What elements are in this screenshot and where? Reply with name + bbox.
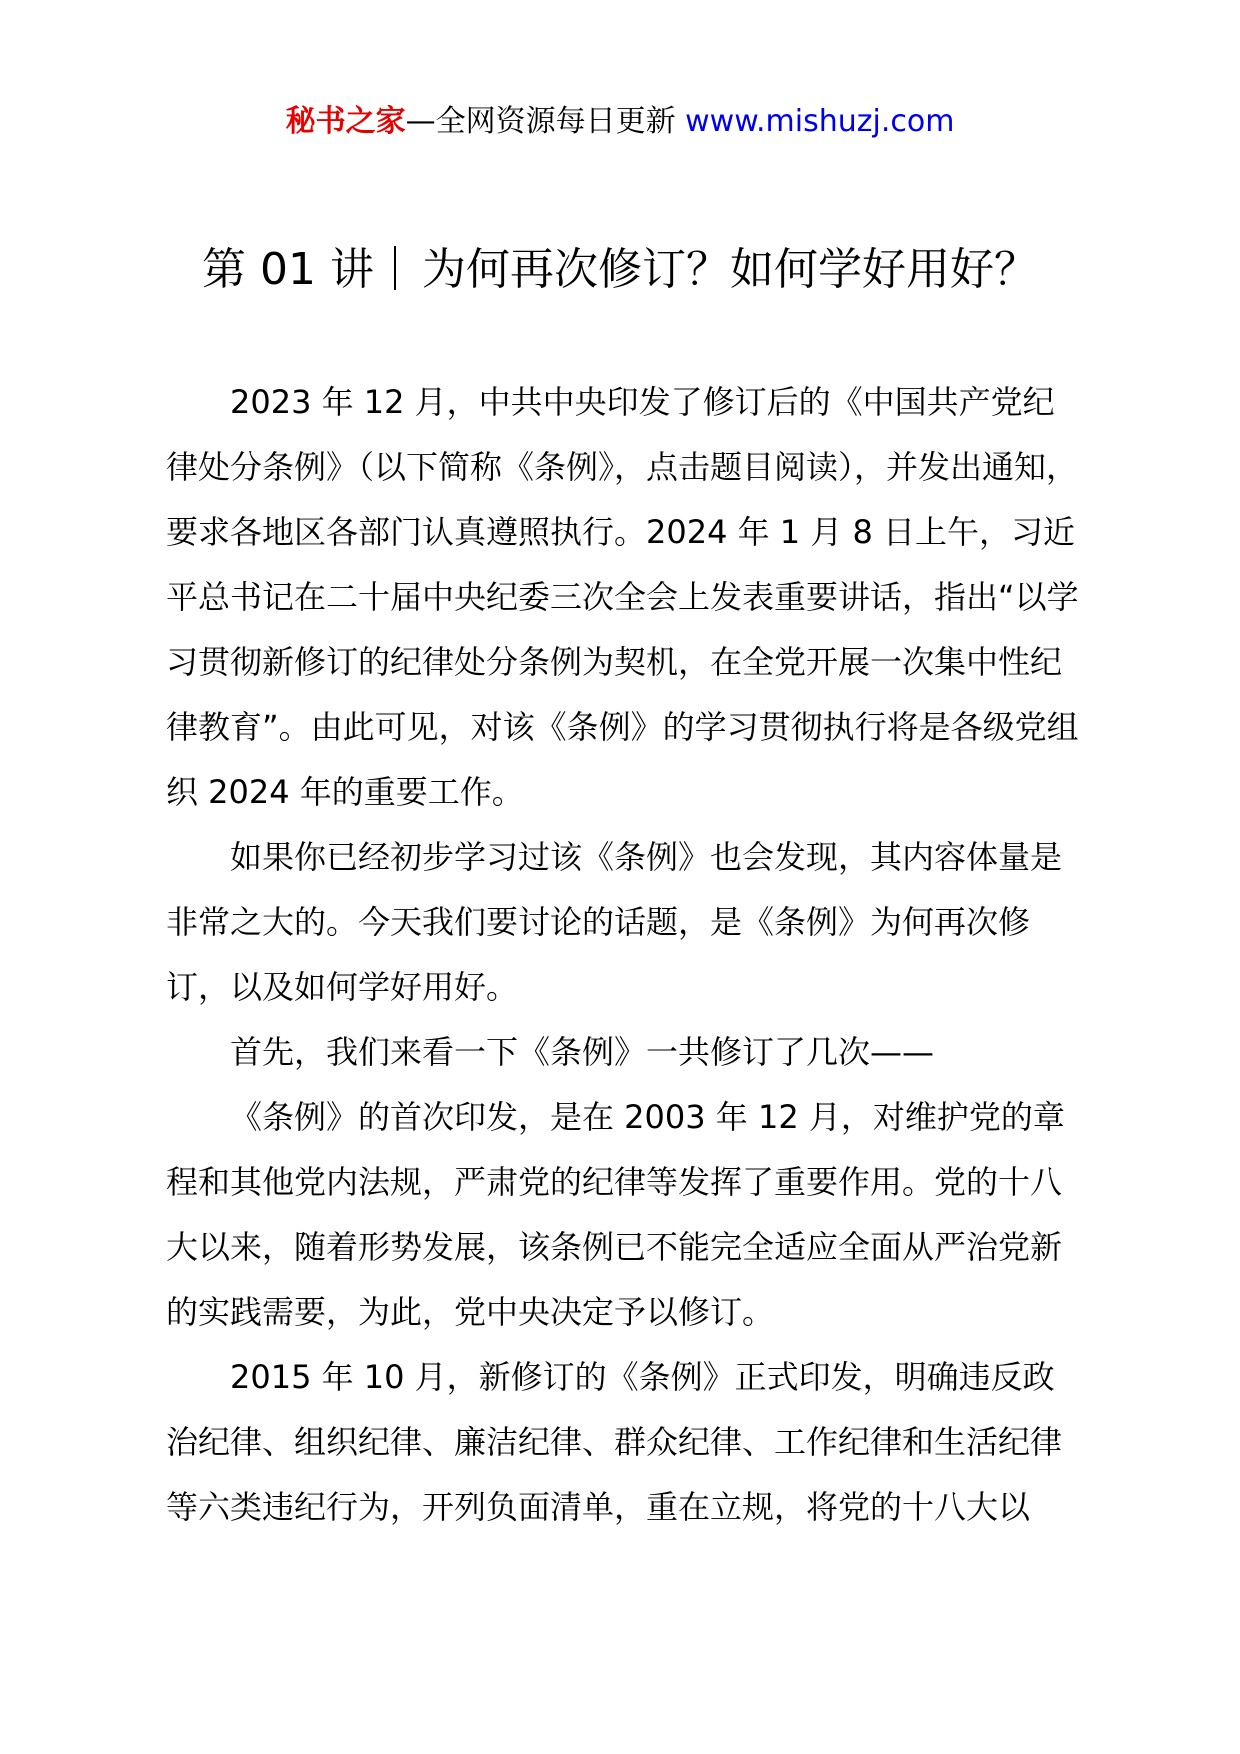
- paragraph-1: 2023 年 12 月，中共中央印发了修订后的《中国共产党纪律处分条例》（以下简称《条例》，点击题目阅读），并发出通知，要求各地区各部门认真遵照执行。2024 年 1 月 8 日上午，习近平总书记在二十届中央纪委三次全会上发表重要讲话，指出“以学习贯彻新修订的纪律处分条例为契机，在全党开展一次集中性纪律教育”。由此可见，对该《条例》的学习贯彻执行将是各级党组织 2024 年的重要工作。: [166, 383, 1079, 811]
- site-url-link[interactable]: www.mishuzj.com: [685, 104, 955, 139]
- page-title: [0, 238, 1240, 302]
- paragraph-3: 首先，我们来看一下《条例》一共修订了几次——: [230, 1033, 935, 1071]
- site-brand: 秘书之家: [285, 104, 406, 139]
- paragraph-4: 《条例》的首次印发，是在 2003 年 12 月，对维护党的章程和其他党内法规，严肃党的纪律等发挥了重要作用。党的十八大以来，随着形势发展，该条例已不能完全适应全面从严治党新的实践需要，为此，党中央决定予以修订。: [166, 1098, 1065, 1331]
- site-tagline: —全网资源每日更新: [405, 104, 686, 139]
- lecture-number: 第 01 讲: [202, 244, 374, 295]
- lecture-heading: 为何再次修订？如何学好用好？: [421, 244, 1038, 295]
- title-divider: [394, 246, 396, 290]
- paragraph-5: 2015 年 10 月，新修订的《条例》正式印发，明确违反政治纪律、组织纪律、廉洁纪律、群众纪律、工作纪律和生活纪律等六类违纪行为，开列负面清单，重在立规，将党的十八大以: [166, 1358, 1063, 1526]
- paragraph-2: 如果你已经初步学习过该《条例》也会发现，其内容体量是非常之大的。今天我们要讨论的话题，是《条例》为何再次修订，以及如何学好用好。: [166, 838, 1063, 1006]
- site-header: [0, 100, 1240, 144]
- article-body: [166, 370, 1084, 1540]
